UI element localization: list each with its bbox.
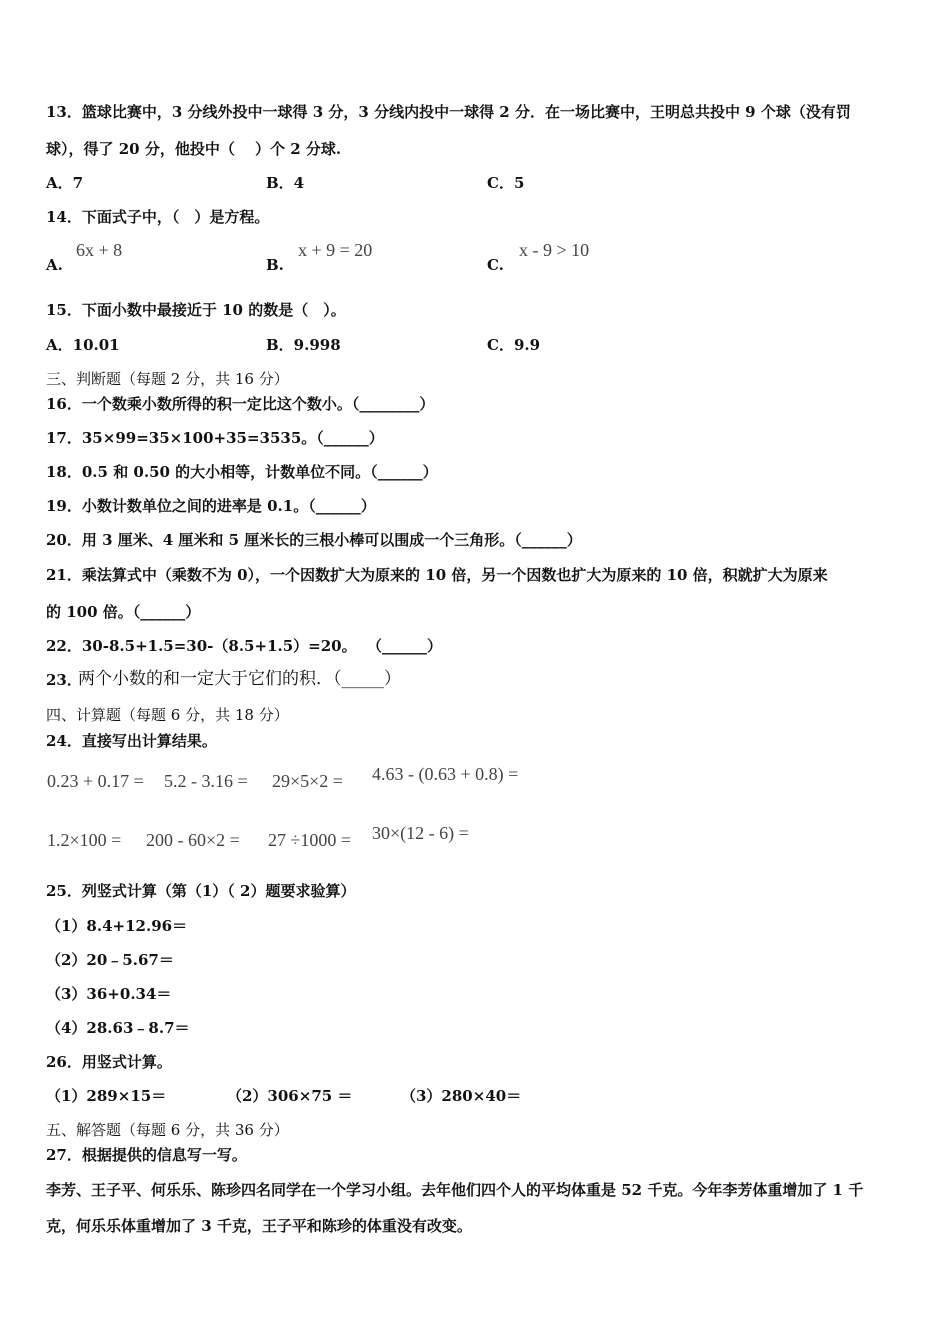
q15-option-c[interactable]: C．9.9: [487, 336, 541, 354]
q24-expr-2: 5.2 - 3.16 =: [164, 771, 248, 791]
q25-item-2: （2）20﹣5.67＝: [46, 951, 174, 969]
q26-item-1: （1）289×15＝: [46, 1087, 167, 1105]
q14-option-a-expr: 6x + 8: [76, 240, 123, 260]
q15-option-b[interactable]: B．9.998: [266, 336, 341, 354]
q26-item-2: （2）306×75 ＝: [227, 1087, 353, 1105]
q25-item-3: （3）36+0.34＝: [46, 985, 172, 1003]
q24-expr-8: 30×(12 - 6) =: [372, 823, 469, 843]
q14-option-b-label[interactable]: B.: [266, 256, 284, 274]
q13-option-b[interactable]: B．4: [266, 174, 305, 192]
q24-expr-3: 29×5×2 =: [272, 771, 343, 791]
q24-expr-4: 4.63 - (0.63 + 0.8) =: [372, 764, 519, 784]
q26-item-3: （3）280×40＝: [401, 1087, 522, 1105]
q27-info-line1: 李芳、王子平、何乐乐、陈珍四名同学在一个学习小组。去年他们四个人的平均体重是 52 千克。今年李芳体重增加了 1 千: [46, 1181, 864, 1199]
q24-expr-5: 1.2×100 =: [47, 830, 122, 850]
q24-expr-7: 27 ÷1000 =: [268, 830, 352, 850]
q20: 20．用 3 厘米、4 厘米和 5 厘米长的三根小棒可以围成一个三角形。（______）: [46, 531, 582, 549]
q15-option-a[interactable]: A．10.01: [46, 336, 120, 354]
q13-stem-line2: 球），得了 20 分，他投中（ ）个 2 分球.: [46, 140, 342, 158]
q13-option-a[interactable]: A．7: [46, 174, 84, 192]
q14-option-a-label[interactable]: A.: [46, 256, 63, 274]
q27-info-line2: 克，何乐乐体重增加了 3 千克，王子平和陈珍的体重没有改变。: [46, 1217, 472, 1235]
q19: 19．小数计数单位之间的进率是 0.1。（______）: [46, 497, 376, 515]
q24-expr-6: 200 - 60×2 =: [146, 830, 240, 850]
q14-option-c-expr: x - 9 > 10: [519, 240, 590, 260]
q16: 16．一个数乘小数所得的积一定比这个数小。（________）: [46, 395, 435, 413]
q26-stem: 26．用竖式计算。: [46, 1053, 172, 1071]
q17: 17．35×99=35×100+35=3535。（______）: [46, 429, 384, 447]
q24-stem: 24．直接写出计算结果。: [46, 732, 217, 750]
q21-line1: 21．乘法算式中（乘数不为 0），一个因数扩大为原来的 10 倍，另一个因数也扩大为原来的 10 倍，积就扩大为原来: [46, 566, 828, 584]
q25-item-4: （4）28.63﹣8.7＝: [46, 1019, 190, 1037]
q22-expr: 22．30-8.5+1.5=30-（8.5+1.5）=20。: [46, 637, 357, 655]
q14-option-b-expr: x + 9 = 20: [298, 240, 373, 260]
q14-option-c-label[interactable]: C.: [487, 256, 504, 274]
q18: 18．0.5 和 0.50 的大小相等，计数单位不同。（______）: [46, 463, 438, 481]
q13-option-c[interactable]: C．5: [487, 174, 525, 192]
q23-text: 两个小数的和一定大于它们的积．（_____）: [78, 669, 401, 689]
q27-stem: 27．根据提供的信息写一写。: [46, 1146, 247, 1164]
q25-stem: 25．列竖式计算（第（1）（ 2）题要求验算）: [46, 882, 356, 900]
section4-heading: 四、计算题（每题 6 分，共 18 分）: [46, 706, 289, 724]
section5-heading: 五、解答题（每题 6 分，共 36 分）: [46, 1121, 289, 1139]
q15-stem: 15．下面小数中最接近于 10 的数是（ ）。: [46, 301, 346, 319]
q14-stem: 14．下面式子中，（ ）是方程。: [46, 208, 270, 226]
q21-line2: 的 100 倍。（______）: [46, 603, 201, 621]
q24-expr-1: 0.23 + 0.17 =: [47, 771, 144, 791]
q13-stem-line1: 13．篮球比赛中，3 分线外投中一球得 3 分，3 分线内投中一球得 2 分．在一场比赛中，王明总共投中 9 个球（没有罚: [46, 103, 851, 121]
section3-heading: 三、判断题（每题 2 分，共 16 分）: [46, 370, 289, 388]
q25-item-1: （1）8.4+12.96＝: [46, 917, 188, 935]
q22-blank[interactable]: （______）: [367, 637, 443, 655]
q23-number: 23．: [46, 671, 82, 689]
